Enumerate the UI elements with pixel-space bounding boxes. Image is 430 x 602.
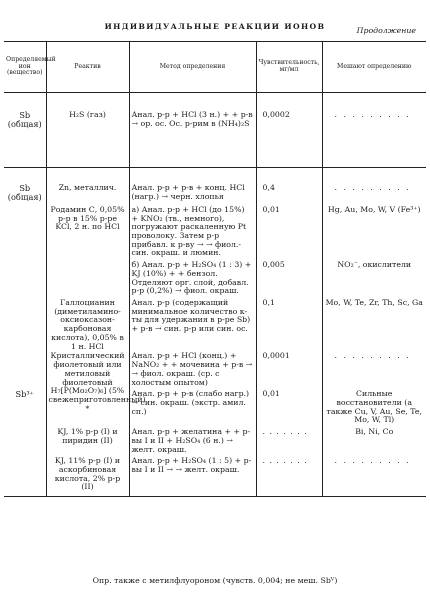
table-row (4, 351, 426, 387)
sensitivity-cell: 0,005 (256, 258, 322, 296)
interfering-cell: . . . . . . . . . (322, 168, 426, 203)
ion-cell (4, 296, 46, 351)
column-header-method: Метод определения (129, 42, 256, 93)
reagent-cell: Кристаллический фиолетовый или метиловый фиолетовый (46, 351, 129, 387)
column-header-reagent: Реактив (46, 42, 129, 93)
reagent-cell: Родамин С, 0,05% р-р в 15% р-ре KCl, 2 н. по HCl (46, 203, 129, 258)
method-cell: Анал. р-р (содержащий минимальное количество к-ты для удержания в р-ре Sb) + р-в → син. р-р или син. ос. (129, 296, 256, 351)
interfering-cell: . . . . . . . . . (322, 93, 426, 168)
interfering-cell: NO₂⁻, окислители (322, 258, 426, 296)
footnote: Опр. также с метилфлуороном (чувств. 0,004; не меш. Sbⱽ) (92, 576, 338, 585)
sensitivity-cell: . . . . . . . (256, 425, 322, 454)
method-cell: Анал. р-р + HCl (3 н.) + + р-в → ор. ос. Ос. р-рим в (NH₄)₂S (129, 93, 256, 168)
interfering-cell: Hg, Au, Mo, W, V (Fe³⁺) (322, 203, 426, 258)
reagent-cell: KJ, 1% р-р (I) и пиридин (II) (46, 425, 129, 454)
sensitivity-cell: 0,4 (256, 168, 322, 203)
reagent-cell: KJ, 11% р-р (I) и аскорбиновая кислота, 2% р-р (II) (46, 454, 129, 496)
interfering-cell: Сильные восстановители (а также Cu, V, Au, Se, Te, Mo, W, Tl) (322, 387, 426, 425)
ion-cell (4, 351, 46, 387)
method-cell: Анал. р-р + HCl (конц.) + NaNO₂ + + мочевина + р-в → → фиол. окраш. (ср. с холостым опытом) (129, 351, 256, 387)
sensitivity-cell: 0,0001 (256, 351, 322, 387)
table-row (4, 454, 426, 496)
interfering-cell: Bi, Ni, Co (322, 425, 426, 454)
table-header-row (4, 42, 426, 93)
table-row (4, 296, 426, 351)
method-cell: Анал. р-р + желатина + + р-вы I и II + H₂SO₄ (6 н.) → желт. окраш. (129, 425, 256, 454)
column-header-sensitivity: Чувствительность, мг/мл (256, 42, 322, 93)
method-cell: б) Анал. р-р + H₂SO₄ (1 : 3) + KJ (10%) + + бензол. Отделяют орг. слой, добавл. р-р (0,2%) → фиол. окраш. (129, 258, 256, 296)
column-header-interfering: Мешают определению (322, 42, 426, 93)
reagent-cell: H₂S (газ) (46, 93, 129, 168)
reagent-cell: Галлоцианин (диметиламино-оксиоксазон-карбоновая кислота), 0,05% в 1 н. HCl (46, 296, 129, 351)
reagent-cell: H₇[P(Mo₂O₇)₆] (5% свежеприготовленный) * (46, 387, 129, 425)
continued-label: Продолжение (356, 26, 416, 35)
ion-cell (4, 203, 46, 258)
sensitivity-cell: . . . . . . . (256, 454, 322, 496)
ion-cell (4, 454, 46, 496)
sensitivity-cell: 0,01 (256, 203, 322, 258)
reagent-cell: Zn, металлич. (46, 168, 129, 203)
table-row (4, 425, 426, 454)
column-header-ion: Определяемый ион (вещество) (4, 42, 46, 93)
sensitivity-cell: 0,0002 (256, 93, 322, 168)
interfering-cell: Mo, W, Te, Zr, Th, Sc, Ga (322, 296, 426, 351)
method-cell: Анал. р-р + H₂SO₄ (1 : 5) + р-вы I и II → → желт. окраш. (129, 454, 256, 496)
reactions-table (4, 41, 426, 497)
interfering-cell: . . . . . . . . . (322, 351, 426, 387)
table-row (4, 168, 426, 203)
page-title: ИНДИВИДУАЛЬНЫЕ РЕАКЦИИ ИОНОВ (104, 22, 326, 31)
ion-cell: Sb (общая) (7, 183, 42, 203)
table-row (4, 387, 426, 425)
method-cell: Анал. р-р + р-в + конц. HCl (нагр.) → черн. хлопья (129, 168, 256, 203)
method-cell: Анал. р-р + р-в (слабо нагр.) → син. окраш. (экстр. амил. сп.) (129, 387, 256, 425)
table-row (4, 93, 426, 168)
ion-cell: Sb³⁺ (15, 389, 34, 400)
table-row (4, 258, 426, 296)
method-cell: а) Анал. р-р + HCl (до 15%) + KNO₂ (тв., немного), погружают раскаленную Pt проволоку. Затем р-р прибавл. к р-ву → → фиол.-син. окраш. и люмин. (129, 203, 256, 258)
sensitivity-cell: 0,1 (256, 296, 322, 351)
ion-cell (4, 425, 46, 454)
reagent-cell (46, 258, 129, 296)
ion-cell (4, 258, 46, 296)
table-row (4, 203, 426, 258)
interfering-cell: . . . . . . . . . (322, 454, 426, 496)
ion-cell: Sb (общая) (4, 93, 46, 168)
sensitivity-cell: 0,01 (256, 387, 322, 425)
